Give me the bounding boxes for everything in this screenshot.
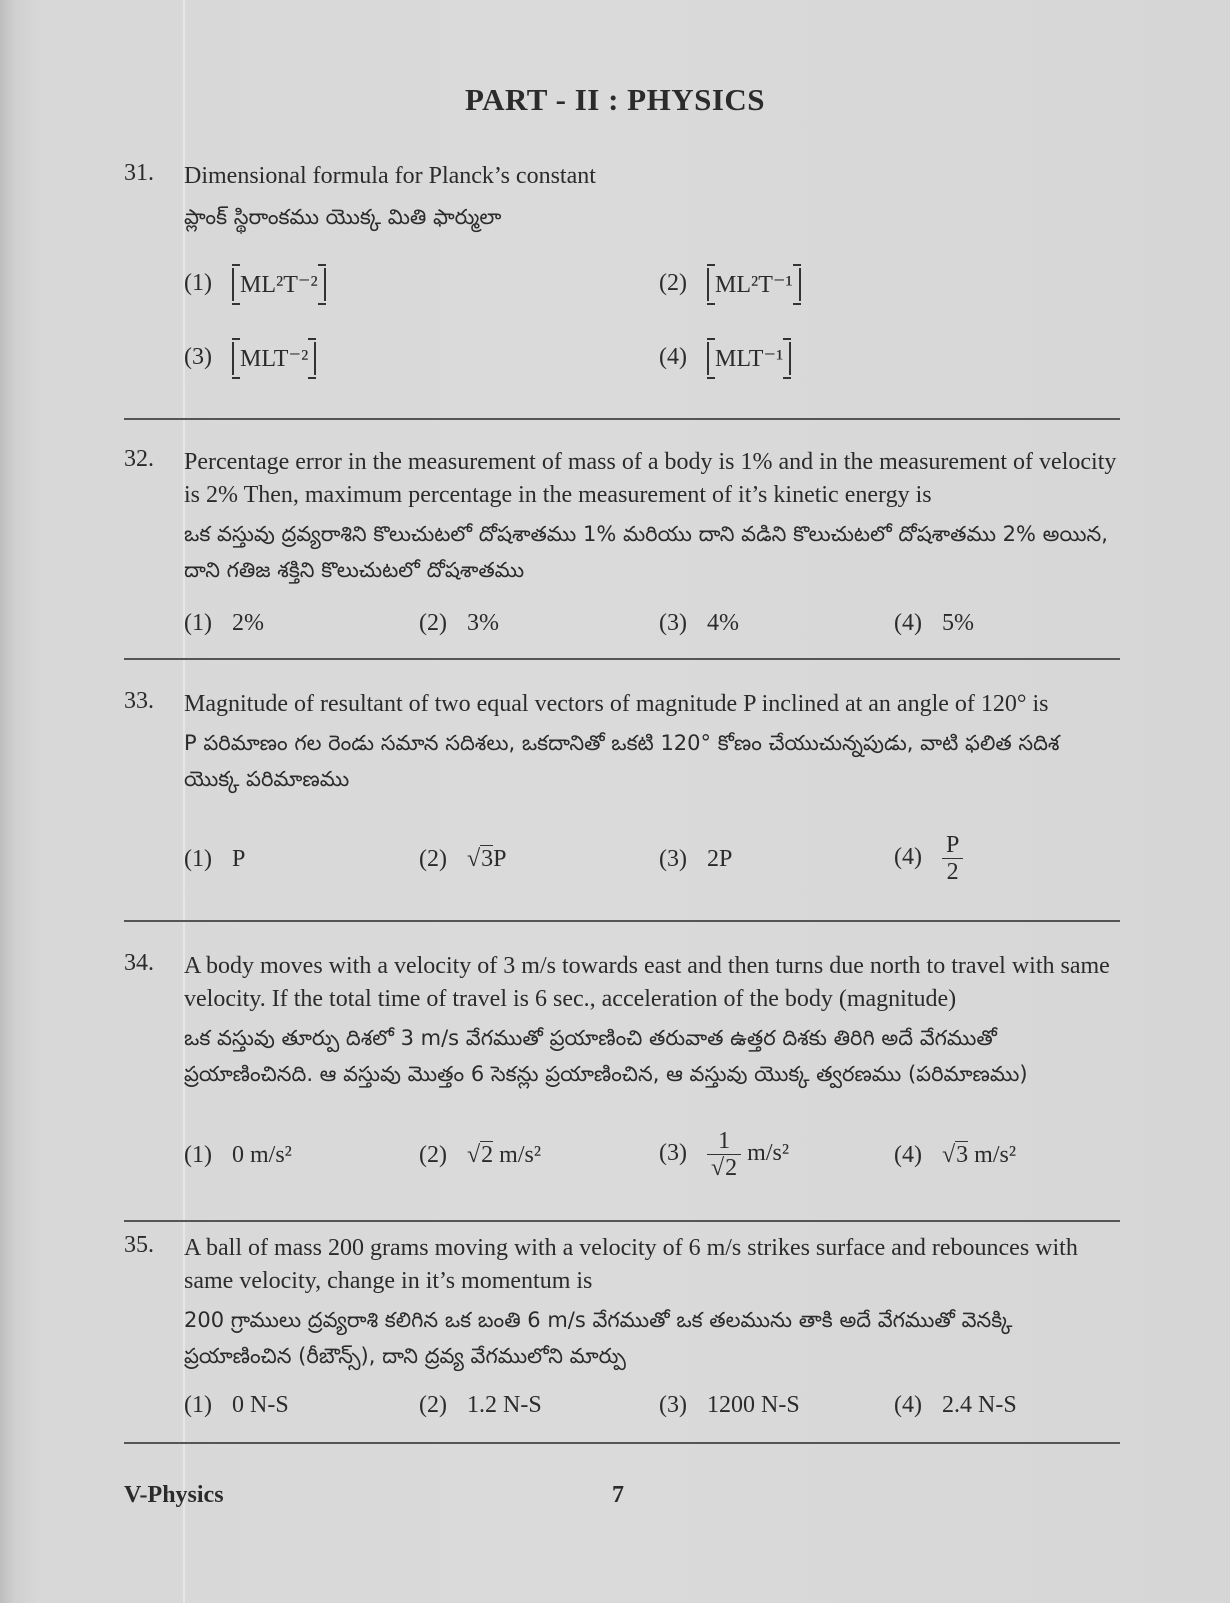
question-telugu: P పరిమాణం గల రెండు సమాన సదిశలు, ఒకదానితో ఒకటి 120° కోణం చేయుచున్నపుడు, వాటి ఫలిత సదిశ యొక్క పరిమాణము: [184, 731, 1060, 791]
question-telugu: 200 గ్రాములు ద్రవ్యరాశి కలిగిన ఒక బంతి 6 m/s వేగముతో ఒక తలమును తాకి అదే వేగముతో వెనక్కి ప్రయాణించిన (రీబౌన్స్), దాని ద్రవ్య వేగములోని మార్పు: [184, 1308, 1013, 1368]
fraction: $\frac{P}{2}$: [942, 832, 963, 885]
divider: [124, 418, 1120, 420]
question-english: Percentage error in the measurement of mass of a body is 1% and in the measurement of velocity is 2% Then, maximum percentage in the measurement of it’s kinetic energy is: [184, 449, 1117, 508]
divider: [124, 658, 1120, 660]
question-number: 32.: [124, 446, 154, 472]
option-1[interactable]: (1) 0 N-S: [184, 1392, 289, 1418]
divider: [124, 1442, 1120, 1444]
option-2[interactable]: (2) 1.2 N-S: [419, 1392, 542, 1418]
question-number: 34.: [124, 950, 154, 976]
option-4[interactable]: (4) 2.4 N-S: [894, 1392, 1017, 1418]
option-1[interactable]: (1) 2%: [184, 610, 264, 636]
options-row: [184, 610, 1120, 650]
divider: [124, 1220, 1120, 1222]
option-2[interactable]: (2) √3P: [419, 846, 507, 872]
option-3[interactable]: (3) 4%: [659, 610, 739, 636]
option-4[interactable]: (4) √3 m/s²: [894, 1142, 1017, 1168]
option-2[interactable]: (2) √2 m/s²: [419, 1142, 542, 1168]
sqrt-symbol: √: [711, 1155, 725, 1181]
option-value: MLT⁻¹: [707, 342, 791, 375]
question-english: A body moves with a velocity of 3 m/s towards east and then turns due north to travel with same velocity. If the total time of travel is 6 sec., acceleration of the body (magnitude): [184, 953, 1110, 1012]
options-row: [184, 268, 1120, 308]
option-value: ML²T⁻¹: [707, 268, 801, 301]
option-value: MLT⁻²: [232, 342, 316, 375]
question-text: [184, 446, 1120, 588]
option-1[interactable]: (1) ML²T⁻²: [184, 268, 326, 301]
question-text: [184, 688, 1120, 797]
fraction: $\frac{1}{√2}$: [707, 1128, 741, 1181]
option-4[interactable]: (4) $\frac{P}{2}$: [894, 832, 963, 885]
question-telugu: ప్లాంక్ స్థిరాంకము యొక్క మితి ఫార్ములా: [184, 205, 502, 229]
options-row: [184, 1128, 1120, 1192]
option-4[interactable]: (4) MLT⁻¹: [659, 342, 791, 375]
option-1[interactable]: (1) 0 m/s²: [184, 1142, 292, 1168]
option-3[interactable]: (3) $\frac{1}{√2}$ m/s²: [659, 1128, 790, 1181]
question-number: 33.: [124, 688, 154, 714]
question-text: [184, 950, 1120, 1092]
question-text: [184, 160, 1120, 235]
question-english: Magnitude of resultant of two equal vectors of magnitude P inclined at an angle of 120° is: [184, 691, 1049, 717]
divider: [124, 920, 1120, 922]
question-number: 31.: [124, 160, 154, 186]
options-row: [184, 342, 1120, 382]
part-title: PART - II : PHYSICS: [464, 82, 766, 117]
page-number: 7: [612, 1482, 624, 1508]
question-text: [184, 1232, 1120, 1374]
option-3[interactable]: (3) 2P: [659, 846, 733, 872]
options-row: [184, 1392, 1120, 1432]
sqrt-symbol: √: [942, 1142, 956, 1168]
option-4[interactable]: (4) 5%: [894, 610, 974, 636]
question-number: 35.: [124, 1232, 154, 1258]
question-telugu: ఒక వస్తువు తూర్పు దిశలో 3 m/s వేగముతో ప్రయాణించి తరువాత ఉత్తర దిశకు తిరిగి అదే వేగముతో ప్రయాణించినది. ఆ వస్తువు మొత్తం 6 సెకన్లు ప్రయాణించిన, ఆ వస్తువు యొక్క త్వరణము (పరిమాణము): [184, 1026, 1028, 1086]
question-english: A ball of mass 200 grams moving with a velocity of 6 m/s strikes surface and rebounces with same velocity, change in it’s momentum is: [184, 1235, 1078, 1294]
footer-subject: V-Physics: [124, 1482, 224, 1508]
option-value: ML²T⁻²: [232, 268, 326, 301]
options-row: [184, 832, 1120, 898]
option-2[interactable]: (2) 3%: [419, 610, 499, 636]
option-1[interactable]: (1) P: [184, 846, 246, 872]
sqrt-symbol: √: [467, 1142, 481, 1168]
question-telugu: ఒక వస్తువు ద్రవ్యరాశిని కొలుచుటలో దోషశాతము 1% మరియు దాని వడిని కొలుచుటలో దోషశాతము 2% అయిన, దాని గతిజ శక్తిని కొలుచుటలో దోషశాతము: [184, 522, 1108, 582]
sqrt-symbol: √: [467, 846, 481, 872]
option-3[interactable]: (3) MLT⁻²: [184, 342, 316, 375]
option-3[interactable]: (3) 1200 N-S: [659, 1392, 800, 1418]
option-2[interactable]: (2) ML²T⁻¹: [659, 268, 801, 301]
question-english: Dimensional formula for Planck’s constant: [184, 163, 596, 189]
